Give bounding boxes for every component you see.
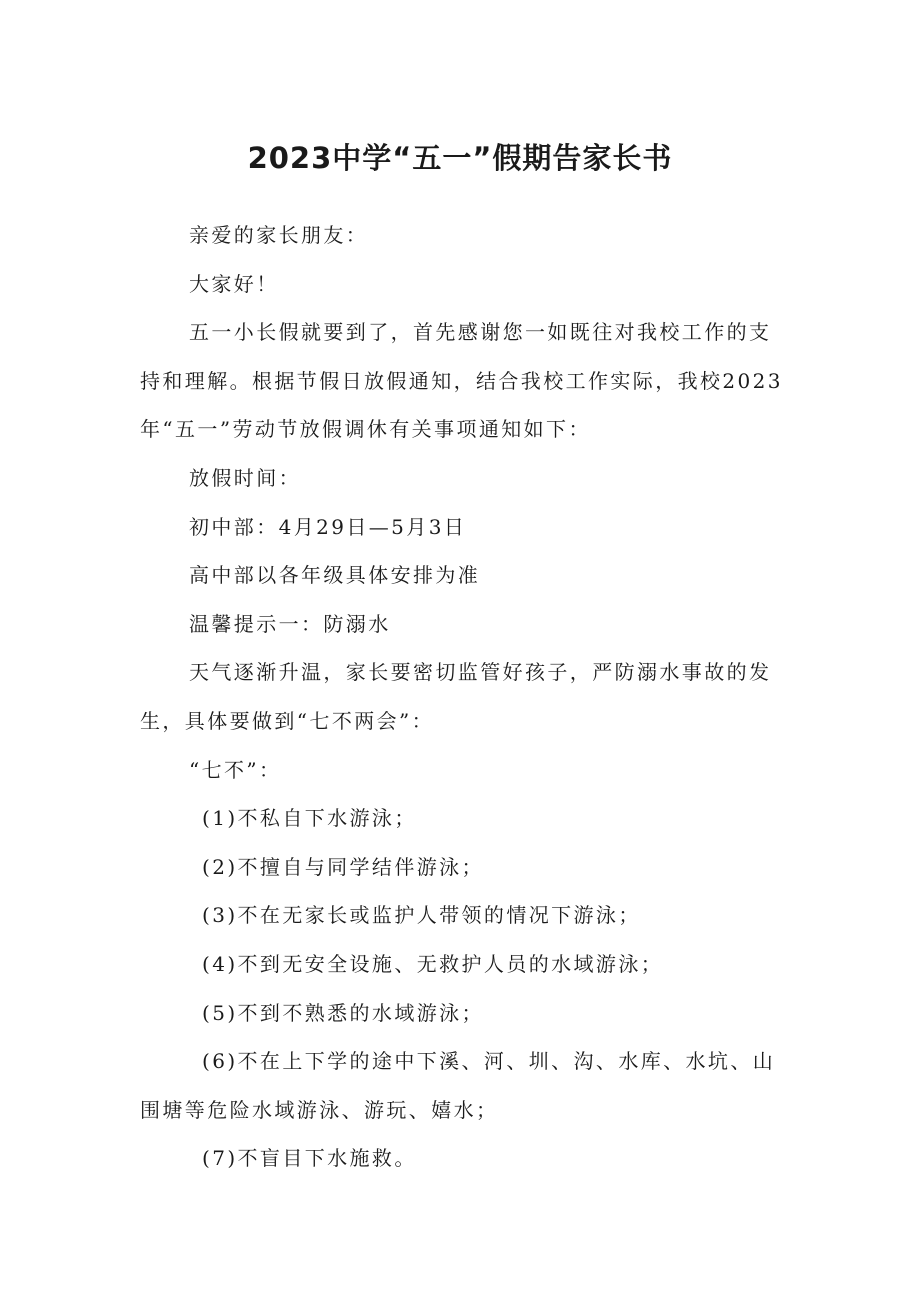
tip-paragraph-line: 天气逐渐升温，家长要密切监管好孩子，严防溺水事故的发 xyxy=(189,660,772,685)
intro-paragraph-line: 持和理解。根据节假日放假通知，结合我校工作实际，我校2023 xyxy=(140,368,783,393)
tip-heading: 温馨提示一：防溺水 xyxy=(189,611,391,636)
document-body xyxy=(140,221,784,1193)
salutation: 亲爱的家长朋友： xyxy=(189,223,369,247)
holiday-heading: 放假时间： xyxy=(189,465,301,490)
list-item: (6)不在上下学的途中下溪、河、圳、沟、水库、水坑、山 xyxy=(202,1049,776,1074)
list-item: (3)不在无家长或监护人带领的情况下游泳； xyxy=(202,903,641,928)
intro-paragraph-line: 年“五一”劳动节放假调休有关事项通知如下： xyxy=(140,417,591,442)
list-item: (2)不擅自与同学结伴游泳； xyxy=(202,854,484,879)
list-item-continuation: 围塘等危险水域游泳、游玩、嬉水； xyxy=(140,1097,499,1122)
seven-nots-heading: “七不”： xyxy=(189,757,282,782)
greeting: 大家好！ xyxy=(189,271,279,296)
document-title: 2023中学“五一”假期告家长书 xyxy=(247,141,673,175)
list-item: (1)不私自下水游泳； xyxy=(202,806,417,831)
intro-paragraph-line: 五一小长假就要到了，首先感谢您一如既往对我校工作的支 xyxy=(189,320,772,345)
list-item: (5)不到不熟悉的水域游泳； xyxy=(202,1000,484,1025)
tip-paragraph-line: 生，具体要做到“七不两会”： xyxy=(140,708,435,733)
junior-high-dates: 初中部：4月29日—5月3日 xyxy=(189,514,467,539)
senior-high-note: 高中部以各年级具体安排为准 xyxy=(189,563,481,588)
list-item: (4)不到无安全设施、无救护人员的水域游泳； xyxy=(202,951,664,976)
list-item: (7)不盲目下水施救。 xyxy=(202,1146,417,1171)
